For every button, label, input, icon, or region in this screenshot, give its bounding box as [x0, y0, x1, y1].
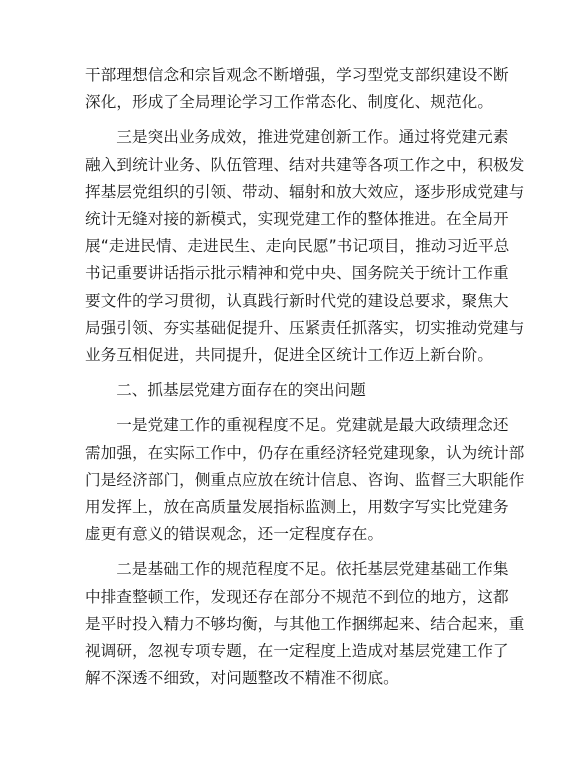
- text-line: 融入到统计业务、队伍管理、结对共建等各项工作之中，积极发: [85, 155, 525, 174]
- text-line: 解不深透不细致，对问题整改不精准不彻底。: [85, 669, 399, 688]
- text-line: 一是党建工作的重视程度不足。党建就是最大政绩理念还: [116, 416, 509, 435]
- paragraph-1: [85, 62, 509, 116]
- text-line: 要文件的学习贯彻，认真践行新时代党的建设总要求，聚焦大: [85, 291, 509, 310]
- section-heading: 二、抓基层党建方面存在的突出问题: [116, 381, 366, 400]
- text-line: 深化，形成了全局理论学习工作常态化、制度化、规范化。: [85, 93, 494, 112]
- text-line: 业务互相促进，共同提升，促进全区统计工作迈上新台阶。: [85, 346, 494, 365]
- text-line: 局强引领、夯实基础促提升、压紧责任抓落实，切实推动党建与: [85, 318, 525, 337]
- text-line: 挥基层党组织的引领、带动、辐射和放大效应，逐步形成党建与: [85, 182, 525, 201]
- paragraph-4: [85, 556, 525, 692]
- paragraph-3: [85, 412, 525, 548]
- text-line: 书记重要讲话指示批示精神和党中央、国务院关于统计工作重: [85, 264, 509, 283]
- text-line: 展“走进民情、走进民生、走向民愿”书记项目，推动习近平总: [85, 237, 510, 256]
- text-line: 虚更有意义的错误观念，还一定程度存在。: [85, 525, 384, 544]
- text-line: 门是经济部门，侧重点应放在统计信息、咨询、监督三大职能作: [85, 470, 525, 489]
- text-line: 二是基础工作的规范程度不足。依托基层党建基础工作集: [116, 560, 509, 579]
- text-line: 是平时投入精力不够均衡，与其他工作捆绑起来、结合起来，重: [85, 614, 525, 633]
- text-line: 三是突出业务成效，推进党建创新工作。通过将党建元素: [116, 128, 509, 147]
- text-line: 统计无缝对接的新模式，实现党建工作的整体推进。在全局开: [85, 210, 509, 229]
- text-line: 需加强，在实际工作中，仍存在重经济轻党建现象，认为统计部: [85, 443, 525, 462]
- text-line: 干部理想信念和宗旨观念不断增强，学习型党支部织建设不断: [85, 66, 509, 84]
- text-line: 视调研，忽视专项专题，在一定程度上造成对基层党建工作了: [85, 642, 509, 661]
- text-line: 中排查整顿工作，发现还存在部分不规范不到位的地方，这都: [85, 587, 509, 606]
- paragraph-2: [85, 124, 525, 369]
- text-line: 用发挥上，放在高质量发展指标监测上，用数字写实比党建务: [85, 498, 509, 517]
- document-page: [85, 62, 525, 692]
